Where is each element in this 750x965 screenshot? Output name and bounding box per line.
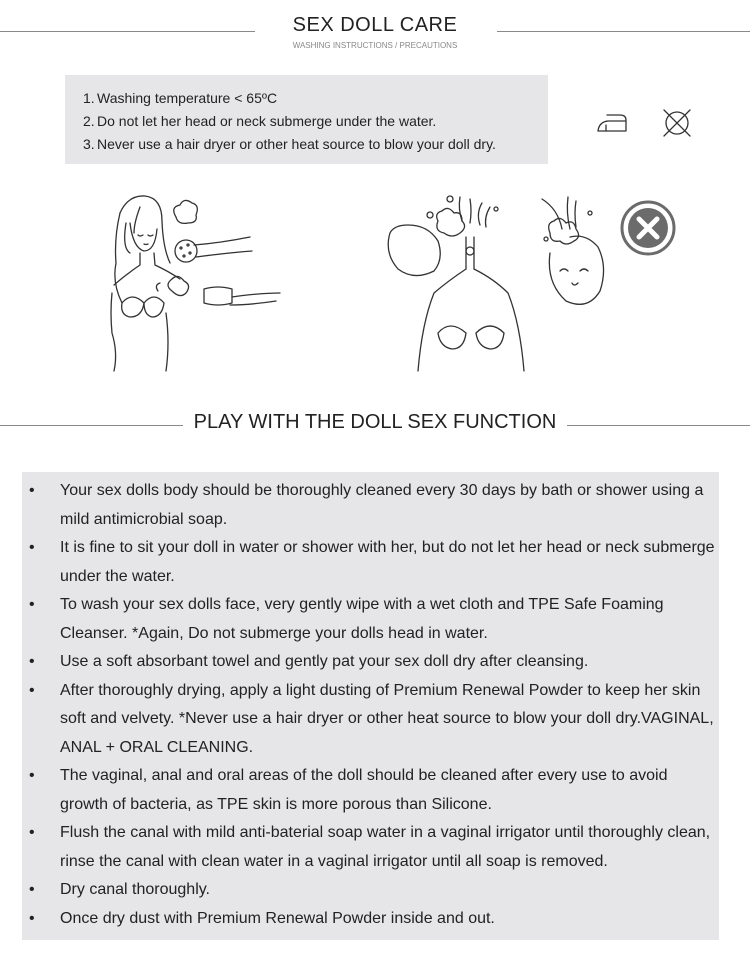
- bullet: •: [29, 539, 35, 556]
- list-item-text: After thoroughly drying, apply a light dusting of Premium Renewal Powder to keep her skin soft and velvety. *Never use a hair dryer or other heat source to blow your doll dry.VAGINAL, ANAL + ORAL CLEANING.: [60, 681, 714, 756]
- list-item: [22, 876, 719, 905]
- instructions-panel: [22, 472, 719, 940]
- list-item: [22, 762, 719, 819]
- precaution-item: [83, 87, 548, 110]
- list-item: [22, 648, 719, 677]
- list-item-text: Flush the canal with mild anti-baterial soap water in a vaginal irrigator until thoroughly clean, rinse the canal with clean water in a vaginal irrigator until all soap is removed.: [60, 824, 711, 870]
- bullet: •: [29, 824, 35, 841]
- precaution-item: [83, 133, 548, 156]
- page-subtitle: WASHING INSTRUCTIONS / PRECAUTIONS: [292, 41, 458, 50]
- list-item-text: Once dry dust with Premium Renewal Powder inside and out.: [60, 909, 495, 927]
- list-item-text: To wash your sex dolls face, very gently wipe with a wet cloth and TPE Safe Foaming Cleanser. *Again, Do not submerge your dolls head in water.: [60, 596, 664, 642]
- precaution-number: 3.: [83, 136, 95, 152]
- list-item: [22, 677, 719, 763]
- list-item-text: The vaginal, anal and oral areas of the doll should be cleaned after every use to avoid growth of bacteria, as TPE skin is more porous than Silicone.: [60, 767, 668, 813]
- precautions-list: [65, 75, 548, 156]
- instructions-list: [22, 472, 719, 933]
- bullet: •: [29, 881, 35, 898]
- bullet: •: [29, 767, 35, 784]
- bullet: •: [29, 681, 35, 699]
- page-title: SEX DOLL CARE: [292, 14, 458, 36]
- list-item: [22, 534, 719, 591]
- list-item-text: Dry canal thoroughly.: [60, 881, 210, 898]
- bullet: •: [29, 596, 35, 613]
- doll-washing-illustration: [100, 193, 290, 373]
- precaution-item: [83, 110, 548, 133]
- list-item: [22, 591, 719, 648]
- precaution-number: 2.: [83, 113, 95, 129]
- bullet: •: [29, 653, 35, 670]
- bullet: •: [29, 482, 35, 499]
- iron-icon: [596, 111, 628, 135]
- list-item-text: Use a soft absorbant towel and gently pat your sex doll dry after cleansing.: [60, 653, 589, 670]
- precaution-text: Do not let her head or neck submerge under the water.: [97, 113, 437, 129]
- list-item-text: It is fine to sit your doll in water or shower with her, but do not let her head or neck submerge under the water.: [60, 539, 715, 585]
- do-not-wash-icon: [662, 108, 692, 138]
- list-item: [22, 905, 719, 934]
- bullet: •: [29, 909, 35, 927]
- section-title: PLAY WITH THE DOLL SEX FUNCTION: [193, 411, 557, 433]
- list-item: [22, 477, 719, 534]
- precaution-text: Washing temperature < 65ºC: [97, 90, 278, 106]
- precautions-panel: [65, 75, 548, 164]
- precaution-number: 1.: [83, 90, 95, 106]
- precaution-text: Never use a hair dryer or other heat source to blow your doll dry.: [97, 136, 496, 152]
- list-item-text: Your sex dolls body should be thoroughly cleaned every 30 days by bath or shower using a mild antimicrobial soap.: [60, 482, 704, 528]
- prohibited-icon: [619, 199, 677, 257]
- head-submerged-illustration: [538, 193, 618, 313]
- head-washing-illustration: [378, 193, 528, 373]
- list-item: [22, 819, 719, 876]
